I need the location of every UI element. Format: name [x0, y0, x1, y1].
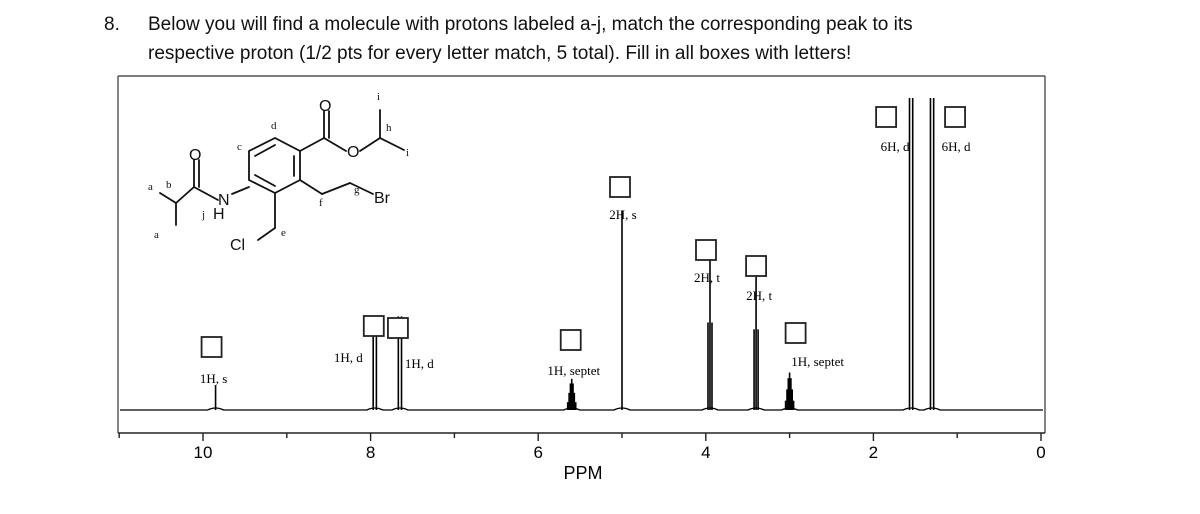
bromine-label: Br	[374, 190, 390, 207]
peak-septet	[568, 379, 576, 410]
molecule-structure	[160, 110, 404, 240]
answer-box[interactable]	[388, 318, 408, 338]
answer-box[interactable]	[202, 337, 222, 357]
peak-label: 1H, septet	[791, 354, 844, 369]
proton-label-c: c	[237, 141, 242, 153]
x-axis-label: PPM	[563, 463, 603, 483]
proton-label-i-side: i	[406, 147, 410, 159]
answer-boxes	[202, 107, 965, 357]
spectrum-baseline	[120, 408, 1043, 410]
carbonyl-oxygen-label: O	[319, 98, 332, 115]
answer-box[interactable]	[561, 330, 581, 350]
proton-label-g: g	[354, 184, 360, 196]
amide-oxygen-label: O	[189, 147, 202, 164]
x-tick-label: 10	[193, 443, 213, 462]
x-tick-label: 0	[1036, 443, 1046, 462]
x-tick-label: 8	[365, 443, 376, 462]
answer-box[interactable]	[696, 240, 716, 260]
peak-label: 1H, d	[404, 356, 434, 371]
peak-d	[910, 98, 913, 410]
peak-d	[930, 98, 933, 410]
peak-label: 2H, t	[693, 270, 720, 285]
molecule-proton-labels	[148, 91, 409, 241]
peak-label: 2H, t	[746, 288, 773, 303]
proton-label-b: b	[166, 179, 172, 191]
answer-box[interactable]	[746, 256, 766, 276]
peak-label: 2H, s	[609, 207, 637, 222]
answer-box[interactable]	[610, 177, 630, 197]
x-tick-label: 2	[868, 443, 879, 462]
proton-label-a-bottom: a	[154, 229, 159, 241]
proton-label-a-top: a	[148, 181, 153, 193]
proton-label-d: d	[271, 120, 277, 132]
proton-label-f: f	[319, 197, 323, 209]
molecule-atom-labels	[189, 98, 391, 254]
proton-label-h: h	[386, 122, 392, 134]
peak-label: 1H, d	[333, 350, 363, 365]
proton-label-i-top: i	[377, 91, 381, 103]
x-tick-label: 6	[533, 443, 543, 462]
answer-box[interactable]	[945, 107, 965, 127]
peak-labels	[200, 139, 971, 386]
answer-box[interactable]	[364, 316, 384, 336]
chlorine-label: Cl	[230, 237, 246, 254]
question-number: 8.	[104, 14, 120, 35]
peak-septet	[786, 373, 794, 410]
answer-box[interactable]	[786, 323, 806, 343]
ester-oxygen-label: O	[347, 144, 360, 161]
question-line-2: respective proton (1/2 pts for every letter match, 5 total). Fill in all boxes with letters!	[148, 43, 852, 64]
x-tick-label: 4	[701, 443, 711, 462]
peak-label: 1H, septet	[547, 363, 601, 378]
x-axis-tick-labels	[194, 443, 1046, 462]
nh-hydrogen-label: H	[213, 206, 225, 223]
x-axis-ticks	[119, 433, 1041, 441]
plot-frame	[118, 76, 1045, 433]
peak-t	[754, 263, 758, 410]
peak-label: 1H, s	[199, 371, 228, 386]
proton-label-j: j	[202, 209, 206, 221]
proton-label-e: e	[281, 227, 286, 239]
answer-box[interactable]	[876, 107, 896, 127]
peak-label: 6H, d	[880, 139, 910, 154]
question-line-1: Below you will find a molecule with protons labeled a-j, match the corresponding peak to its	[148, 14, 913, 35]
peak-label: 6H, d	[941, 139, 971, 154]
nitrogen-label: N	[218, 192, 230, 209]
